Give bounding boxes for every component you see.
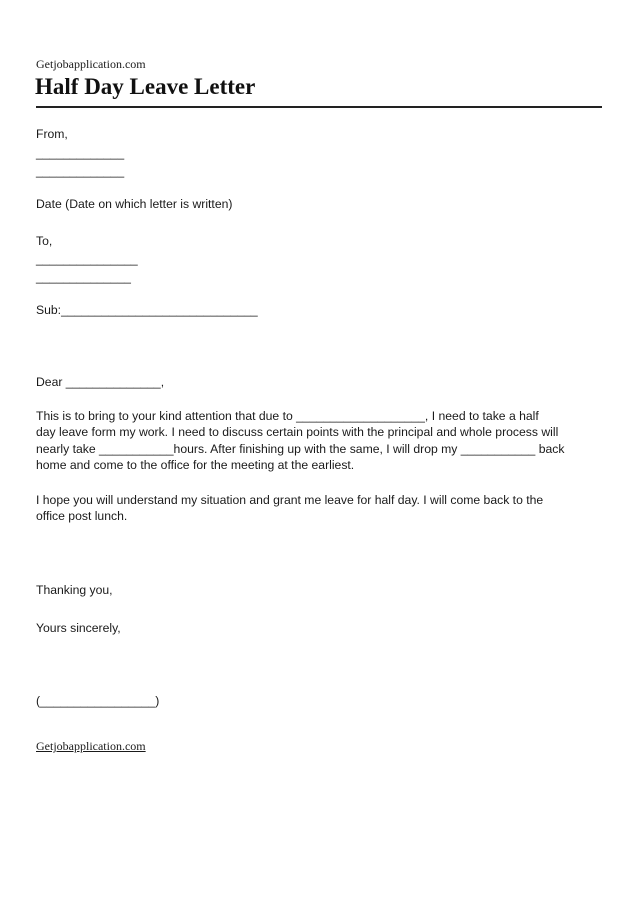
salutation: Dear ______________, <box>36 375 165 389</box>
title-divider <box>36 106 602 108</box>
date-line: Date (Date on which letter is written) <box>36 197 233 211</box>
body-paragraph-1 <box>36 408 608 473</box>
body-paragraph-2 <box>36 492 608 525</box>
to-blank-line-2: ______________ <box>36 270 131 284</box>
paragraph-1-line: day leave form my work. I need to discuss certain points with the principal and whole process will <box>36 425 559 440</box>
paragraph-2-line: I hope you will understand my situation and grant me leave for half day. I will come back to the <box>36 493 544 507</box>
from-label: From, <box>36 127 68 141</box>
to-blank-line-1: _______________ <box>36 252 138 266</box>
document-title: Half Day Leave Letter <box>35 74 256 99</box>
signature-blank: (_________________) <box>36 694 160 708</box>
thanks-line: Thanking you, <box>36 583 113 597</box>
paragraph-2-line: office post lunch. <box>36 509 128 524</box>
to-label: To, <box>36 234 53 248</box>
site-name-footer-link[interactable]: Getjobapplication.com <box>36 739 146 753</box>
from-blank-line-1: _____________ <box>36 146 125 160</box>
paragraph-1-line: home and come to the office for the meeting at the earliest. <box>36 457 355 472</box>
subject-line: Sub:_____________________________ <box>36 303 258 317</box>
paragraph-1-line: nearly take ___________hours. After finishing up with the same, I will drop my ___________ back <box>36 441 565 456</box>
from-blank-line-2: _____________ <box>36 164 125 178</box>
paragraph-1-line: This is to bring to your kind attention that due to ___________________, I need to take a half <box>36 409 539 423</box>
closing-line: Yours sincerely, <box>36 621 121 635</box>
site-name-header: Getjobapplication.com <box>36 57 146 71</box>
